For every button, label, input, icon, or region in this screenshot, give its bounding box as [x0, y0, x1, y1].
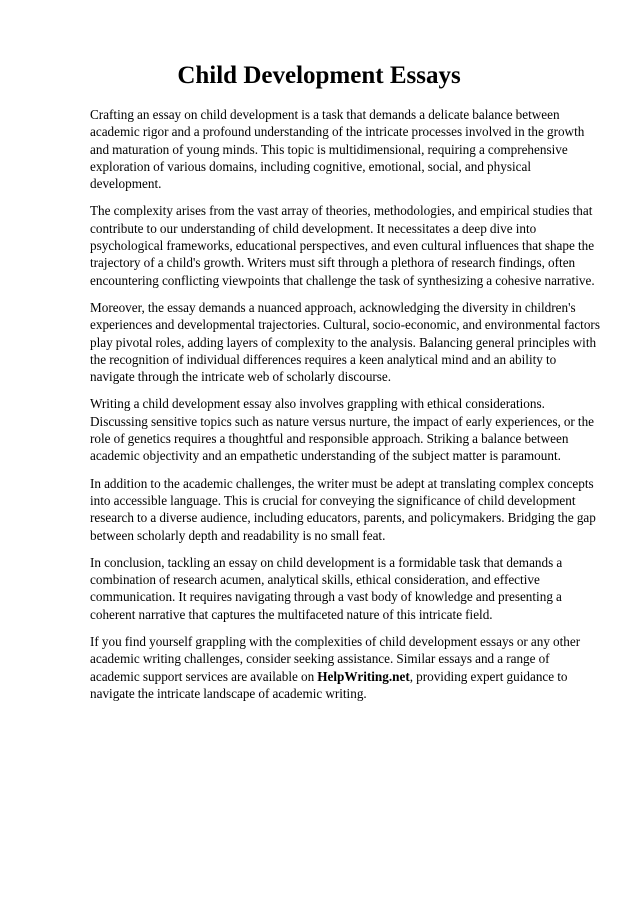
closing-text-before: If you find yourself grappling with the complexities of child development essays or any other academic writing challenges, consider seeking assistance. Similar essays and a range of academic support services are available on [90, 634, 581, 684]
paragraph-3: Moreover, the essay demands a nuanced approach, acknowledging the diversity in children's experiences and developmental trajectories. Cultural, socio-economic, and environmental factors play pivotal roles, adding layers of complexity to the analysis. Balancing general principles with the recognition of individual differences requires a keen analytical mind and an ability to navigate through the intricate web of scholarly discourse. [90, 299, 600, 385]
paragraph-closing [90, 633, 602, 702]
document-title: Child Development Essays [177, 62, 461, 89]
paragraph-6: In conclusion, tackling an essay on child development is a formidable task that demands a combination of research acumen, analytical skills, ethical consideration, and effective communication. It requires navigating through a vast body of knowledge and presenting a coherent narrative that captures the multifaceted nature of this intricate field. [90, 554, 563, 622]
paragraph-5: In addition to the academic challenges, the writer must be adept at translating complex concepts into accessible language. This is crucial for conveying the significance of child development research to a diverse audience, including educators, parents, and policymakers. Bridging the gap between scholarly depth and readability is no small feat. [90, 475, 596, 543]
document-body [90, 106, 602, 712]
paragraph-1: Crafting an essay on child development is a task that demands a delicate balance between academic rigor and a profound understanding of the intricate processes involved in the growth and maturation of young minds. This topic is multidimensional, requiring a comprehensive exploration of various domains, including cognitive, emotional, social, and physical development. [90, 107, 585, 192]
helpwriting-link[interactable]: HelpWriting.net [317, 668, 410, 684]
paragraph-4: Writing a child development essay also involves grappling with ethical considerations. Discussing sensitive topics such as nature versus nurture, the impact of early experiences, or the role of genetics requires a thoughtful and responsible approach. Striking a balance between academic objectivity and an empathetic understanding of the subject matter is paramount. [90, 396, 595, 464]
closing-text-after: , providing expert guidance to navigate the intricate landscape of academic writing. [90, 668, 568, 701]
paragraph-2: The complexity arises from the vast array of theories, methodologies, and empirical studies that contribute to our understanding of child development. It necessitates a deep dive into psychological frameworks, educational perspectives, and even cultural influences that shape the trajectory of a child's growth. Writers must sift through a plethora of research findings, often encountering conflicting viewpoints that challenge the task of synthesizing a cohesive narrative. [90, 203, 595, 288]
